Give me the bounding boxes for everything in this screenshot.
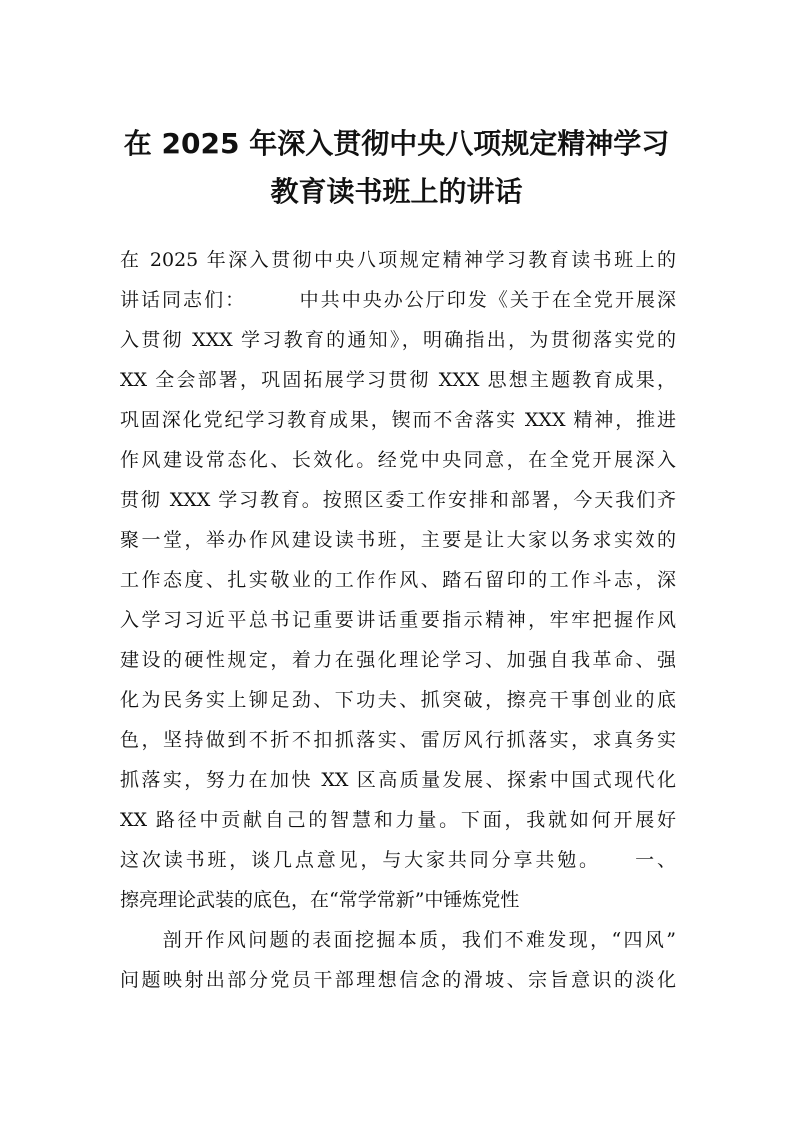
document-title-line-1: 在 2025 年深入贯彻中央八项规定精神学习 bbox=[123, 127, 670, 160]
body-line: 讲话同志们： 中共中央办公厅印发《关于在全党开展深 bbox=[120, 289, 676, 311]
body-line: 入贯彻 XXX 学习教育的通知》，明确指出，为贯彻落实党的 bbox=[120, 329, 676, 351]
body-line: 在 2025 年深入贯彻中央八项规定精神学习教育读书班上的 bbox=[120, 249, 676, 271]
body-line: 作风建设常态化、长效化。经党中央同意，在全党开展深入 bbox=[120, 449, 676, 471]
body-line: 工作态度、扎实敬业的工作作风、踏石留印的工作斗志，深 bbox=[120, 569, 676, 591]
body-line: 聚一堂，举办作风建设读书班，主要是让大家以务求实效的 bbox=[120, 529, 676, 551]
body-line: 色，坚持做到不折不扣抓落实、雷厉风行抓落实，求真务实 bbox=[120, 729, 676, 751]
body-line: 问题映射出部分党员干部理想信念的滑坡、宗旨意识的淡化 bbox=[120, 969, 676, 991]
body-line: 这次读书班，谈几点意见，与大家共同分享共勉。 一、 bbox=[120, 849, 676, 871]
body-line: XX 全会部署，巩固拓展学习贯彻 XXX 思想主题教育成果， bbox=[120, 369, 676, 391]
body-line: 建设的硬性规定，着力在强化理论学习、加强自我革命、强 bbox=[120, 649, 676, 671]
body-line: 剖开作风问题的表面挖掘本质，我们不难发现，“四风” bbox=[120, 929, 676, 951]
document-title-line-2: 教育读书班上的讲话 bbox=[270, 175, 523, 208]
body-line: 抓落实，努力在加快 XX 区高质量发展、探索中国式现代化 bbox=[120, 769, 676, 791]
body-line: 巩固深化党纪学习教育成果，锲而不舍落实 XXX 精神，推进 bbox=[120, 409, 676, 431]
body-line: XX 路径中贡献自己的智慧和力量。下面，我就如何开展好 bbox=[120, 809, 676, 831]
body-line: 入学习习近平总书记重要讲话重要指示精神，牢牢把握作风 bbox=[120, 609, 676, 631]
body-line: 化为民务实上铆足劲、下功夫、抓突破，擦亮干事创业的底 bbox=[120, 689, 676, 711]
section-heading-line: 擦亮理论武装的底色，在“常学常新”中锤炼党性 bbox=[120, 889, 520, 911]
body-line: 贯彻 XXX 学习教育。按照区委工作安排和部署，今天我们齐 bbox=[120, 489, 676, 511]
